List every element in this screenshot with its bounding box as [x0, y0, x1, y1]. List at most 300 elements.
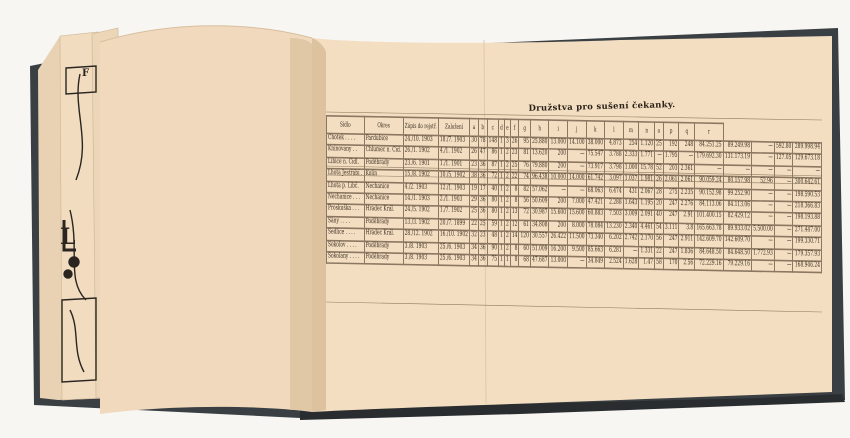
cell-value: 129.673.18 [793, 154, 822, 166]
cell-value: — [723, 165, 751, 177]
cell-okres: Poděbrady [364, 217, 403, 230]
cell-value: 1 [499, 220, 505, 232]
cell-value: 56 [655, 235, 664, 247]
cell-value: 58 [655, 258, 664, 270]
cell-okres: Nechanice [364, 182, 403, 195]
column-header: b [478, 119, 487, 137]
column-header: k [586, 121, 605, 139]
cell-value: 142.609.70 [695, 235, 723, 247]
cell-value: — [568, 185, 587, 197]
cell-sidlo: Sokolov . . . . [327, 240, 365, 253]
column-header: h [530, 120, 549, 138]
cell-zapis: 26./1. 1902 [403, 147, 438, 160]
cell-value: — [774, 237, 793, 249]
cell-value: — [695, 164, 723, 176]
cell-zapis: 4./2. 1903 [403, 182, 438, 195]
cell-value: 20 [655, 199, 664, 211]
cell-value: 89.249.98 [723, 141, 751, 153]
cell-value: 25 [478, 219, 487, 231]
column-header: e [504, 119, 510, 137]
cell-value: 4.873 [605, 139, 624, 151]
cell-value: 40 [487, 184, 499, 196]
cell-value: 61 [519, 220, 531, 232]
cell-value: 218.366.83 [793, 202, 822, 214]
cell-value: 30.987 [530, 208, 549, 220]
cell-value: 84.251.25 [695, 140, 723, 152]
cell-value: 1.195 [639, 199, 655, 211]
cell-value: 2 [504, 172, 510, 184]
cell-value: 13.000 [549, 256, 568, 268]
cell-value: 40 [655, 211, 664, 223]
cell-value: 3.009 [623, 210, 639, 222]
svg-text:F: F [82, 68, 90, 79]
cell-value: 28 [655, 187, 664, 199]
cell-value: 60.883 [586, 209, 605, 221]
cell-value: 74 [519, 173, 531, 185]
cell-value: 72.229.16 [695, 259, 723, 271]
cell-value: 89.933.02 [723, 224, 751, 236]
cell-value: 48 [487, 231, 499, 243]
cell-sidlo: Sokolany . . . . [327, 252, 365, 265]
column-header: Založení [438, 118, 469, 136]
cell-value: 36 [478, 172, 487, 184]
column-header: Zápis do rejstř. [403, 117, 438, 135]
cell-value: — [752, 260, 775, 272]
cell-value: 271.447.00 [793, 225, 822, 237]
cell-value: — [549, 185, 568, 197]
column-header: j [568, 120, 587, 138]
cell-sidlo: Lhota p. Libč. [327, 181, 365, 194]
cell-value: — [774, 261, 793, 273]
cell-value: 8.000 [568, 221, 587, 233]
cell-value: 87 [487, 160, 499, 172]
cell-value: 2.524 [605, 257, 624, 269]
cell-value: 13.230 [605, 222, 624, 234]
cell-value: 1.331 [639, 246, 655, 258]
cell-value: 2.56 [679, 259, 695, 271]
cell-value: 86 [487, 148, 499, 160]
cell-value: 1 [499, 243, 505, 255]
cell-value: 248 [679, 140, 695, 152]
cell-value: 1 [499, 232, 505, 244]
cell-value: 30.557 [530, 232, 549, 244]
cell-value: 52.96 [752, 177, 775, 189]
cell-value: — [774, 166, 793, 178]
cell-value: 192 [663, 140, 679, 152]
cell-zalozeni: 4./1. 1902 [438, 147, 469, 159]
cell-value: 26 [510, 137, 519, 149]
cell-value: 2 [504, 208, 510, 220]
cell-value: 200 [549, 221, 568, 233]
cell-value: 7.503 [605, 210, 624, 222]
cell-zapis: 13./3. 1902 [403, 218, 438, 231]
cell-value: 8 [510, 196, 519, 208]
cell-value: 36 [478, 196, 487, 208]
cell-value: 1.836 [679, 247, 695, 259]
cell-value: 2 [504, 149, 510, 161]
cell-value: 47.421 [586, 198, 605, 210]
svg-text:L: L [60, 224, 76, 250]
cell-value: 10.000 [549, 173, 568, 185]
cell-value: 2.067 [639, 187, 655, 199]
cell-sidlo: Libice n. Cidl. [327, 157, 365, 170]
cell-value: 68 [519, 256, 531, 268]
cell-value: 8 [510, 255, 519, 267]
cell-value: 72 [519, 208, 531, 220]
cell-value: 8 [510, 244, 519, 256]
cell-okres: Chlumec n. Cid. [364, 146, 403, 159]
cell-value: — [623, 246, 639, 258]
cell-value: 79.880 [530, 161, 549, 173]
cell-value: 179.692.30 [695, 152, 723, 164]
cell-value: 95 [519, 137, 531, 149]
cell-sidlo: Proskuška . . . [327, 205, 365, 218]
cell-value: 79.229.16 [723, 260, 751, 272]
cell-value: 32 [470, 231, 479, 243]
cell-value: — [774, 178, 793, 190]
cell-value: 36 [478, 207, 487, 219]
cell-value: 61.742 [586, 174, 605, 186]
column-header: q [679, 123, 695, 141]
cell-value: 25 [510, 161, 519, 173]
cell-value: 2.742 [623, 234, 639, 246]
cell-value: 6.281 [605, 245, 624, 257]
cell-value: 85.663 [586, 245, 605, 257]
cell-value: 2.333 [623, 151, 639, 163]
cell-value: 26 [470, 148, 479, 160]
cell-value: 198.590.53 [793, 190, 822, 202]
cell-okres: Nechanice [364, 193, 403, 206]
cell-value: 38 [470, 172, 479, 184]
cell-value: 101.400.15 [695, 212, 723, 224]
column-header: d [499, 119, 505, 137]
column-header: p [663, 122, 679, 140]
cell-value: 3.097 [605, 174, 624, 186]
cell-sidlo: Chotek . . . . [327, 133, 365, 146]
cell-value: 3.8 [679, 223, 695, 235]
column-header: a [470, 119, 479, 137]
cell-value: 1 [499, 255, 505, 267]
cell-value: — [752, 213, 775, 225]
cell-okres: Pardubice [364, 134, 403, 147]
cell-zapis: 3./8. 1903 [403, 242, 438, 255]
cell-value: 200 [549, 161, 568, 173]
cell-value: 289.998.94 [793, 142, 822, 154]
cell-value: 2.276 [679, 199, 695, 211]
cell-value: 1 [499, 172, 505, 184]
cell-value: 19 [470, 184, 479, 196]
cell-value: 2.288 [605, 198, 624, 210]
column-header: m [623, 122, 639, 140]
cell-value: 1.643 [623, 198, 639, 210]
cell-value: 73.917 [586, 162, 605, 174]
cell-value: 81 [519, 149, 531, 161]
cell-value: 1.037 [623, 175, 639, 187]
cell-value: 90.152.98 [695, 188, 723, 200]
cell-value: 75.547 [586, 150, 605, 162]
cell-value: 80 [487, 208, 499, 220]
cell-value: 84.648.50 [723, 248, 751, 260]
cell-value: 25 [655, 140, 664, 152]
cell-value: 179.357.93 [793, 249, 822, 261]
cell-value: 52 [655, 163, 664, 175]
column-header: o [655, 122, 664, 140]
cell-value: 2 [504, 220, 510, 232]
cell-sidlo: Nechanice . . . [327, 193, 365, 206]
column-header: g [519, 120, 531, 138]
cell-value: 22 [510, 172, 519, 184]
cell-value: 78.084 [586, 221, 605, 233]
cell-value: 54 [655, 223, 664, 235]
cell-value: 34 [470, 255, 479, 267]
cell-value: 34.849 [586, 257, 605, 269]
cell-value: 1.628 [623, 258, 639, 270]
cell-value: 254 [623, 139, 639, 151]
cell-value: 68.063 [586, 186, 605, 198]
cell-value: 203 [663, 164, 679, 176]
cell-value: 1.47 [639, 258, 655, 270]
cell-value: 22 [470, 219, 479, 231]
statistics-table [326, 115, 822, 315]
cell-value: 26 [655, 175, 664, 187]
cell-value: 23 [510, 149, 519, 161]
cell-value: 4.461 [639, 222, 655, 234]
cell-value: 14.000 [568, 174, 587, 186]
cell-zalozeni: 1./1. 1901 [438, 159, 469, 171]
cell-value: — [774, 189, 793, 201]
cell-value: — [774, 249, 793, 261]
cell-value: 15.600 [568, 209, 587, 221]
cell-value: 200 [549, 197, 568, 209]
cell-zalozeni: 12./1. 1903 [438, 183, 469, 195]
cell-zapis: 28./12. 1902 [403, 230, 438, 243]
cell-value: 80 [487, 196, 499, 208]
column-header: n [639, 122, 655, 140]
cell-value: 84.113.06 [723, 200, 751, 212]
cell-value: 431 [623, 187, 639, 199]
cell-value: 2.235 [679, 188, 695, 200]
cell-value: 76 [519, 161, 531, 173]
cell-value: 1 [499, 160, 505, 172]
cell-value: — [568, 162, 587, 174]
cell-value: 6.202 [605, 234, 624, 246]
cell-value: 131.173.19 [723, 153, 751, 165]
cell-value: — [752, 189, 775, 201]
cell-value: 247 [663, 235, 679, 247]
cell-value: 16.200 [549, 244, 568, 256]
cell-value: 1.795 [663, 152, 679, 164]
cell-value: 247 [663, 211, 679, 223]
cell-value: 168.946.24 [793, 261, 822, 273]
cell-value: 1 [499, 184, 505, 196]
cell-value: 51.009 [530, 244, 549, 256]
cell-value: 96.438 [530, 173, 549, 185]
cell-value: 90.059.24 [695, 176, 723, 188]
cell-value: 12 [510, 220, 519, 232]
cell-zalozeni: 18./7. 1903 [438, 136, 469, 148]
cell-value: — [774, 201, 793, 213]
cell-value: 300.642.61 [793, 178, 822, 190]
cell-value: 75 [487, 255, 499, 267]
left-page [100, 26, 312, 414]
cell-value: 2.911 [679, 235, 695, 247]
cell-value: 1 [504, 255, 510, 267]
cell-value: 11.500 [568, 233, 587, 245]
cell-value: 2 [504, 196, 510, 208]
cell-value: 22 [655, 246, 664, 258]
table-title: Družstva pro sušení čekanky. [528, 100, 676, 114]
cell-zalozeni: 10./5. 1902 [438, 171, 469, 183]
cell-value: 2.361 [679, 164, 695, 176]
cell-zalozeni: 2./1. 1903 [438, 195, 469, 207]
column-header: Okres [364, 117, 403, 135]
cell-value: 2 [504, 184, 510, 196]
column-header: i [549, 120, 568, 138]
cell-value: 36 [478, 255, 487, 267]
cell-sidlo: Lhota Jestřábí . [327, 169, 365, 182]
cell-okres: Poděbrady [364, 158, 403, 171]
cell-value: 8 [510, 184, 519, 196]
cell-value: 99.252.90 [723, 188, 751, 200]
cell-value: 3.798 [605, 162, 624, 174]
cell-value: — [752, 153, 775, 165]
cell-value: 34 [470, 243, 479, 255]
cell-value: 15.78 [639, 163, 655, 175]
cell-value: 13.000 [549, 138, 568, 150]
cell-value: 50.609 [530, 197, 549, 209]
column-header: c [487, 119, 499, 137]
cell-value: — [793, 166, 822, 178]
cell-okres: Hradec Král. [364, 229, 403, 242]
cell-value: 9.500 [568, 245, 587, 257]
cell-value: — [679, 152, 695, 164]
cell-value: — [752, 142, 775, 154]
cell-zalozeni: 16./10. 1902 [438, 230, 469, 242]
cell-value: 29 [470, 195, 479, 207]
cell-zapis: 24./10. 1903 [403, 135, 438, 148]
column-header: Sídlo [327, 116, 365, 134]
cell-value: 23 [470, 160, 479, 172]
cell-value: 34.808 [530, 220, 549, 232]
cell-value: 80.157.98 [723, 177, 751, 189]
cell-value: — [655, 152, 664, 164]
cell-value: 1.120 [639, 139, 655, 151]
cell-value: 14 [510, 232, 519, 244]
cell-value: 59 [487, 219, 499, 231]
cell-value: — [568, 150, 587, 162]
cell-value: 25.880 [530, 137, 549, 149]
cell-zalozeni: 20./7. 1899 [438, 219, 469, 231]
cell-value: 198.193.88 [793, 213, 822, 225]
cell-value: 120 [519, 232, 531, 244]
cell-value: 275 [663, 187, 679, 199]
cell-value: — [752, 236, 775, 248]
column-header: f [510, 119, 519, 137]
cell-value: 84.113.06 [695, 200, 723, 212]
cell-value: 3 [504, 137, 510, 149]
cell-value: 1.000 [623, 163, 639, 175]
column-header: l [605, 121, 624, 139]
cell-value: 2.170 [639, 234, 655, 246]
cell-value: 247 [663, 199, 679, 211]
cell-sidlo: Sedlice . . . . [327, 228, 365, 241]
cell-okres: Poděbrady [364, 241, 403, 254]
cell-value: 592.80 [774, 142, 793, 154]
cell-value: 25 [470, 207, 479, 219]
cell-value: 200 [549, 150, 568, 162]
cell-value: 36 [478, 243, 487, 255]
cell-value: 1 [499, 208, 505, 220]
cell-value: 2.061 [663, 175, 679, 187]
cell-value: 1 [499, 196, 505, 208]
cell-value: 1 [499, 149, 505, 161]
cell-value: 170 [663, 258, 679, 270]
cell-zapis: 24./5. 1902 [403, 206, 438, 219]
cell-okres: Poděbrady [364, 253, 403, 266]
cell-value: — [774, 225, 793, 237]
cell-value: 13 [510, 208, 519, 220]
cell-value: 3.111 [663, 223, 679, 235]
cell-value: 60 [519, 244, 531, 256]
cell-value: 15.600 [549, 209, 568, 221]
cell-value: 2.91 [679, 211, 695, 223]
cell-value: 5.500.00 [752, 225, 775, 237]
cell-value: — [568, 257, 587, 269]
cell-sidlo: Knínovany . . [327, 145, 365, 158]
cell-sidlo: Sány . . . . [327, 216, 365, 229]
cell-value: 148 [487, 136, 499, 148]
cell-value: 1.771 [639, 151, 655, 163]
cell-value: 30 [470, 136, 479, 148]
ledger-table [326, 115, 822, 274]
cell-value: 90 [487, 243, 499, 255]
cell-value: 3.788 [605, 151, 624, 163]
cell-zapis: 23./6. 1901 [403, 159, 438, 172]
cell-value: 78 [478, 136, 487, 148]
cell-value: 82.429.12 [723, 212, 751, 224]
cell-zalozeni: 1./7. 1902 [438, 207, 469, 219]
cell-value: 199.330.71 [793, 237, 822, 249]
cell-value: 57.062 [530, 185, 549, 197]
cell-value: 2 [504, 232, 510, 244]
cell-value: 23 [478, 231, 487, 243]
cell-value: 7.000 [568, 197, 587, 209]
cell-value: 82 [519, 185, 531, 197]
cell-value: 26.422 [549, 232, 568, 244]
cell-value: 56 [519, 196, 531, 208]
cell-zapis: 14./1. 1903 [403, 194, 438, 207]
cell-value: 247 [663, 247, 679, 259]
cell-value: 127.05 [774, 154, 793, 166]
column-header: r [695, 123, 723, 141]
cell-value: 72 [487, 172, 499, 184]
cell-value: 47.687 [530, 256, 549, 268]
cell-zapis: 15./8. 1902 [403, 170, 438, 183]
cell-okres: Hradec Král. [364, 205, 403, 218]
cell-zalozeni: 25./6. 1903 [438, 254, 469, 266]
cell-value: 2.091 [639, 211, 655, 223]
cell-value: 14.100 [568, 138, 587, 150]
cell-value: 13.620 [530, 149, 549, 161]
cell-value: — [774, 213, 793, 225]
cell-value: 36 [478, 160, 487, 172]
cell-okres: Kolín [364, 170, 403, 183]
cell-value: 1.772.93 [752, 248, 775, 260]
cell-value: 73.340 [586, 233, 605, 245]
cell-value: 2 [504, 161, 510, 173]
cell-value: 84.648.50 [695, 247, 723, 259]
cell-value: 47 [478, 148, 487, 160]
